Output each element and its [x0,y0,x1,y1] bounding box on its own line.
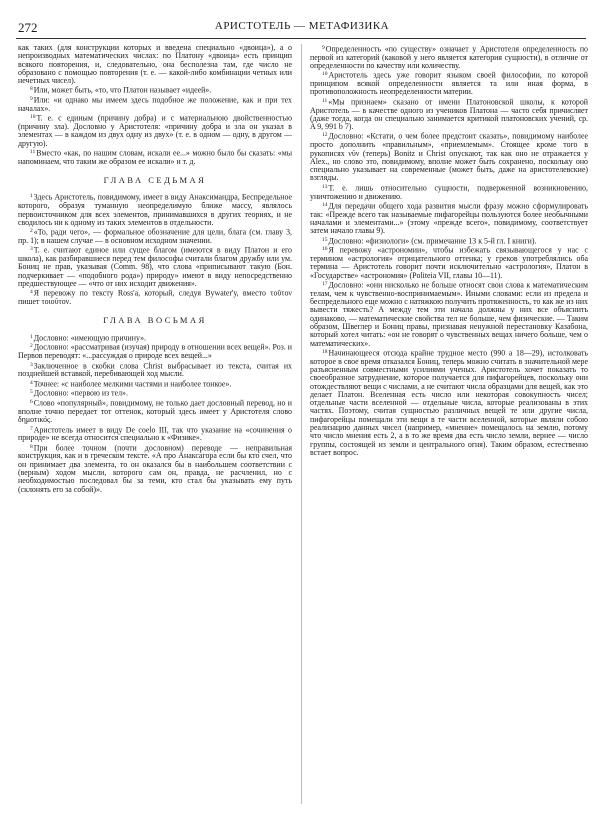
footnote [310,348,588,457]
footnote-text: Здесь Аристотель, повидимому, имеет в виду Анаксимандра, Беспредельное которого, образуя туманную неопределимую ближе массу, являлось первоисточником для всех элементов, принимавшихся в других теориях, и не сводилось ни к одному из таких элементов в отдельности. [18,192,292,227]
footnote-text: Т. е. считают единое или сущее благом (имеются в виду Платон и его школа), как разбиравшиеся перед тем философы считали благом дружбу или ум. Бониц не прав, указывая (Comm. 98), что слова «приписывают такую (Бон. подчеркивает — «подобного рода») природу» имеют в виду непосредственно предшествующее — «что от них исходит движения». [18,245,292,288]
footnote-number: 10 [322,71,328,78]
footnote [310,280,588,348]
footnote [310,236,588,246]
notes-block [18,333,292,494]
footnote-number: 2 [30,343,33,350]
footnote-number: 8 [30,443,33,450]
footnote [18,44,292,85]
running-header [18,20,586,38]
footnote-number: 3 [30,246,33,253]
footnote-number: 4 [30,379,33,386]
footnote [18,398,292,424]
footnote-text: Дословно: «имеющую причину». [33,333,147,343]
footnote-text: Или: «и однако мы имеем здесь подобное же положение, как и при тех началах». [18,95,292,114]
footnote-text: Я перевожу «астрономии», чтобы избежать связывающегося у нас с термином «астрология» отрицательного оттенка; у греков употреблялись оба термина — Аристотель говорит почти исключительно «астрология», Платон в «Государстве» «астрономия» (Politeia VII, главы 10—11). [310,245,588,280]
footnote-text: Точнее: «с наиболее мелкими частями и наиболее тонкое». [33,379,232,389]
footnote [18,361,292,379]
footnote-text: Дословно: «рассматривая (изучая) природу в отношении всех вещей». Роз. и Первов переводят: «...рассуждая о природе всех вещей...» [18,342,292,361]
footnote [310,183,588,201]
footnote [18,113,292,148]
footnote-number: 9 [322,45,325,51]
footnote-number: 15 [322,236,328,243]
footnote [18,95,292,113]
footnote-text: Дословно: «первою из тел». [33,388,128,398]
footnote-text: Начинающееся отсюда крайне трудное место (990 a 18—29), истолковать которое в свое время отказался Бониц, теперь можно считать в значительной мере разъясненным совместными усилиями ученых. Аристотель хочет показать то своеобразное затруднение, которое получается для пифагорейцев, поскольку они отождествляют вещи с числами, а не считают числа образцами для вещей, как это делает Платон. Вселенная есть число или некоторая совокупность чисел; отдельные части вселенной — отдельные числа, которые реализованы в этих частях. Поэтому, считая сущностью различных вещей те или другие числа, пифагорейцы помещали эти вещи в те части вселенной, которые являли собою реализацию данных чисел (например, «мнение» помещалось на землю, потому что число мнения есть 2, а в то же время два есть число земли, вернее — число группы, состоящей из земли и центрального огня). Таким образом, естественно встает вопрос. [310,348,588,457]
footnote [18,443,292,494]
footnote-number: 7 [30,425,33,432]
right-column [310,44,588,457]
left-column [18,44,292,494]
footnote-number: 6 [30,399,33,406]
chapter-heading: ГЛАВА ВОСЬМАЯ [103,315,207,326]
footnote-number: 14 [322,201,328,208]
footnote-text: При более точном (почти дословном) переводе — неправильная конструкция, как и в греческом тексте. «А про Анаксагора если бы кто счел, что он принимает два элемента, то он оказался бы в наибольшем соответствии с (верным) ходом мысли, которого сам он, правда, не расчленил, но с необходимостью последовал бы за теми, кто стал бы указывать ему путь (склонять его за собой)». [18,443,292,494]
footnote [310,201,588,236]
footnote-text: Дословно: «физиологи» (см. примечание 13 к 5-й гл. I книги). [328,236,537,246]
footnote-text: Или, может быть, «то, что Платон называет «идеей». [33,85,212,95]
footnote [310,131,588,182]
footnote [18,388,292,398]
footnote [310,70,588,96]
footnote [18,245,292,288]
footnote-text: «То, ради чего», — формальное обозначение для цели, блага (см. главу 3, пр. 1); в нашем случае — в основном исходном значении. [18,227,292,245]
footnote [18,85,292,95]
footnote-text: Дословно: «Кстати, о чем более предстоит сказать», повидимому наиболее просто дополнить «правильным», «приемлемым». Стоящее кроме того в рукописях νῦν (теперь) Bonitz и Christ опускают, так как оно не отражается у Alex., но слово это, повидимому, вполне может быть сохранено, поскольку оно специально указывает на современные (может быть, даже на аристотелевские) взгляды. [310,131,588,183]
footnote-number: 11 [322,97,328,104]
footnote [18,425,292,443]
footnote-number: 11 [30,149,36,156]
footnote-number: 18 [322,348,328,355]
footnote-number: 5 [30,389,33,396]
notes-block [18,44,292,166]
footnote-text: Заключенное в скобки слова Christ выбрасывает из текста, считая их позднейшей вставкой, перебивающей ход мысли. [18,361,292,379]
footnote [18,148,292,166]
footnote [310,44,588,70]
footnote-number: 10 [30,114,36,121]
footnote-text: «Мы признаем» сказано от имени Платоновской школы, к которой Аристотель — в качестве одного из учеников Платона — часто себя причисляет (даже тогда, когда он специально занимается критикой платоновских учений, ср. A 9, 991 b 7). [310,97,588,132]
footnote-number: 17 [322,281,328,288]
footnote [18,342,292,360]
footnote [18,227,292,245]
footnote-text: Определенность «по существу» означает у Аристотеля определенность по первой из категорий (каковой у него является категория сущности), в отличие от определенности по качеству или количеству. [310,44,588,71]
footnote-number: 9 [30,96,33,103]
footnote [18,192,292,227]
footnote [18,288,292,306]
footnote-number: 3 [30,361,33,368]
footnote-number: 12 [322,132,328,139]
footnote-text: Слово «популярный», повидимому, не только дает дословный перевод, но и вполне точно передает тот оттенок, который здесь имеет у Аристотеля слово δημοτικός. [18,398,292,425]
footnote-text: Аристотель имеет в виду De coelo III, так что указание на «сочинения о природе» не всегда относится специально к «Физике». [18,425,292,443]
chapter-heading: ГЛАВА СЕДЬМАЯ [103,175,207,186]
footnote-number: 4 [30,289,33,296]
notes-block [18,192,292,306]
footnote-text: как таких (для конструкции которых и введена специально «двоица»), а о непроизводных математических числах: по Платону «двоица» есть принцип всякого повторения, и, следовательно, она бесполезна там, где число не образовано с помощью повторения (т. е. — какой-либо комбинации четных или нечетных чисел). [18,43,292,86]
footnote-text: Я перевожу по тексту Ross'а, который, следуя Bywater'у, вместо τοῦτον пишет τοιοῦτον. [18,288,292,307]
notes-block [310,44,588,457]
footnote-text: Вместо «как, по нашим словам, искали ее...» можно было бы сказать: «мы напоминаем, что таким же образом ее искали» и т. д. [18,148,292,166]
footnote-number: 16 [322,246,328,253]
footnote [18,333,292,343]
footnote-number: 1 [30,333,33,340]
footnote-number: 13 [322,183,328,190]
page-number: 272 [18,20,38,35]
footnote-text: Аристотель здесь уже говорит языком своей философии, по которой принципом всякой определенности является та или иная форма, в противоположность неопределенности материи. [310,70,588,97]
footnote-text: Дословно: «они нисколько не больше относят свои слова к математическим телам, чем к чувственно-воспринимаемым». Иными словами: если из предела и беспредельного еще можно с натяжкою получить протяженность, то как же из них вывести тяжесть? А между тем эти начала должны у них все объяснить одинаково, — математические свойства тел не больше, чем физические. — Таким образом, Швеглер и Бониц правы, признавая ненужной перестановку Казабона, который хотел читать: «он не говорят о чувственных вещах ничего больше, чем о математических». [310,280,588,348]
header-rule [16,38,586,39]
footnote-number: 1 [30,193,33,200]
footnote-number: 2 [30,228,33,235]
footnote-text: Для передачи общего хода развития мысли фразу можно сформулировать так: «Прежде всего так называемые пифагорейцы пользуются более необычными началами и элементами...» (этому «прежде всего», повидимому, соответствует затем начало главы 9). [310,201,588,236]
running-title: АРИСТОТЕЛЬ — МЕТАФИЗИКА [214,20,390,32]
footnote [18,379,292,389]
footnote [310,245,588,280]
column-divider [301,44,302,804]
footnote-text: Т. е. с единым (причину добра) и с материальною двойственностью (причину зла). Дословно у Аристотеля: «причину добра и зла он указал в элементах — в каждом из двух одну из двух» (т. е. в одном — одну, в другом — другую). [18,113,292,148]
footnote-text: Т. е. лишь относительно сущности, подверженной возникновению, уничтожению и движению. [310,183,588,201]
footnote [310,97,588,132]
footnote-number: 8 [30,86,33,93]
